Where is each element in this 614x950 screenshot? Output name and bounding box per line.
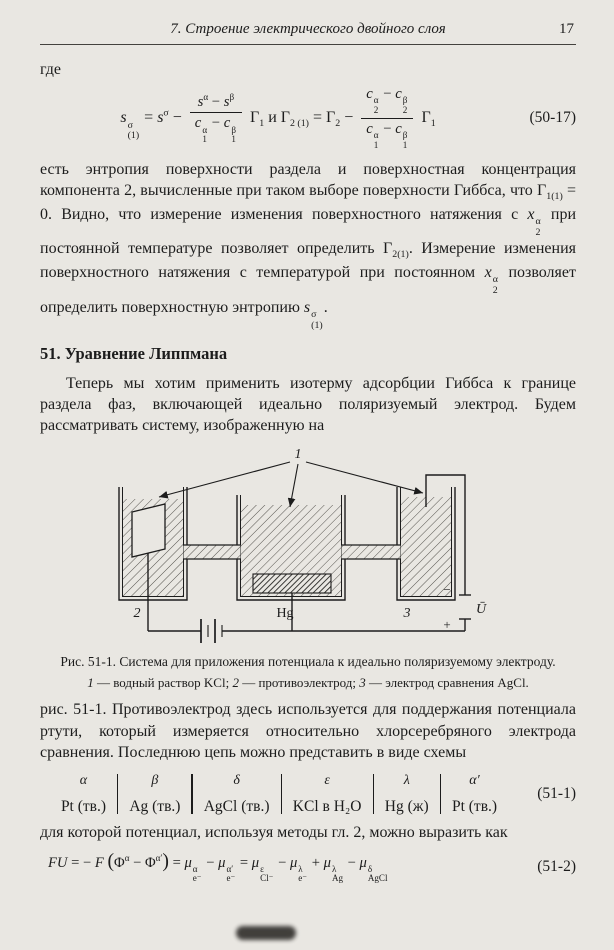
- scheme-phase: [118, 774, 191, 815]
- phase-greek: δ: [233, 772, 240, 788]
- arrow-to-right-vessel: [306, 462, 423, 493]
- phase-label: Hg (ж): [384, 797, 429, 815]
- right-tube-liquid: [342, 545, 401, 559]
- mercury-label: Hg: [276, 605, 294, 621]
- phase-greek: β: [151, 772, 159, 788]
- scheme-phase: [282, 774, 373, 815]
- figure-label-1: 1: [294, 446, 302, 462]
- scheme-phase: [374, 774, 440, 815]
- paragraph-entropy: есть энтропия поверхности раздела и поверхностная концентрация компонента 2, вычисленные при таком выборе поверхности Гиббса, что $\Gamma_{1(1)} = 0$. Видно, что измерение изменения поверхностного натяжения с x α 2 при постоянной температуре позволяет определить $\Gamma_{2(1)}$. Измерение изменения поверхностного натяжения с температурой при постоянном x α 2 позволяет определить поверхностную энтропию s σ (1) .: [40, 160, 577, 331]
- paragraph-counter-electrode: рис. 51-1. Противоэлектрод здесь используется для поддержания потенциала ртути, который измеряется относительно хлорсеребряного электрода сравнения. Последнюю цепь можно представить в виде схемы: [40, 701, 576, 762]
- mercury-pool: [253, 574, 331, 593]
- phase-greek: α: [79, 772, 88, 788]
- paragraph-potential: для которой потенциал, используя методы гл. 2, можно выразить как: [40, 824, 508, 842]
- phase-greek: λ: [403, 772, 410, 788]
- figure-legend: 1 — водный раствор KCl; 2 — противоэлектрод; 3 — электрод сравнения AgCl.: [87, 675, 529, 691]
- figure-label-3: 3: [403, 605, 411, 621]
- arrow-to-left-vessel: [159, 462, 290, 497]
- phase-label: Pt (тв.): [451, 797, 498, 815]
- equation-51-2-body: FU = − F $(\Phi^\alpha - \Phi^{\alpha'}) = \mu$ α e⁻ − μ α′ e⁻ = μ ε Cl⁻ − μ λ e⁻ + μ λ Ag − μ δ AgCl: [48, 849, 388, 884]
- header-rule: [40, 44, 576, 45]
- label-arrows: [159, 462, 423, 507]
- chapter-title: 7. Строение электрического двойного слоя: [170, 21, 446, 37]
- scan-artifact: [236, 926, 296, 940]
- equation-50-17: [40, 86, 576, 150]
- scheme-number: (51-1): [537, 784, 576, 802]
- section-heading-51: 51. Уравнение Липпмана: [40, 343, 228, 363]
- where-label: где: [40, 60, 62, 78]
- battery-symbol: [201, 619, 222, 643]
- equation-50-17-body: s σ (1) = $s^\sigma$ − $s^\alpha - s^\beta$ c α 1 − c β 1 $\Gamma_1$ и $\Gamma_{2 (1)} = \Gamma_2$ − c α 2 − c β 2 c α 1 − c β 1 $\Gamma_1$: [120, 86, 436, 150]
- figure-caption: Рис. 51-1. Система для приложения потенциала к идеально поляризуемому электроду.: [60, 653, 556, 669]
- equation-50-17-number: (50-17): [529, 109, 576, 127]
- scheme-phase: [193, 774, 281, 815]
- plus-terminal-label: +: [443, 616, 451, 632]
- phase-label: Pt (тв.): [60, 797, 107, 815]
- phase-label: AgCl (тв.): [203, 797, 270, 815]
- figure-51-1-diagram: [87, 445, 529, 651]
- equation-51-2-number: (51-2): [537, 857, 576, 875]
- figure-51-1: [40, 445, 576, 651]
- scheme-phase: [50, 774, 117, 815]
- phase-label: KCl в H₂O: [292, 797, 362, 815]
- arrow-to-middle-vessel: [290, 464, 298, 507]
- figure-label-2: 2: [133, 605, 141, 621]
- scheme-phase: [441, 774, 508, 815]
- phase-label: Ag (тв.): [129, 797, 181, 815]
- counter-electrode-plate: [132, 504, 165, 557]
- left-tube-liquid: [184, 545, 241, 559]
- equation-51-2: [40, 850, 576, 885]
- page-header: [40, 20, 576, 39]
- paragraph-system-intro: Теперь мы хотим применить изотерму адсорбции Гиббса к границе раздела фаз, включающей идеально поляризуемый электрод. Будем рассматривать систему, изображенную на: [40, 374, 576, 435]
- voltage-label: Ū: [475, 601, 487, 617]
- phase-greek: α′: [469, 772, 480, 788]
- cell-scheme-51-1: [40, 774, 576, 815]
- minus-terminal-label: −: [443, 581, 451, 597]
- page-number: 17: [559, 21, 574, 37]
- phase-greek: ε: [324, 772, 330, 788]
